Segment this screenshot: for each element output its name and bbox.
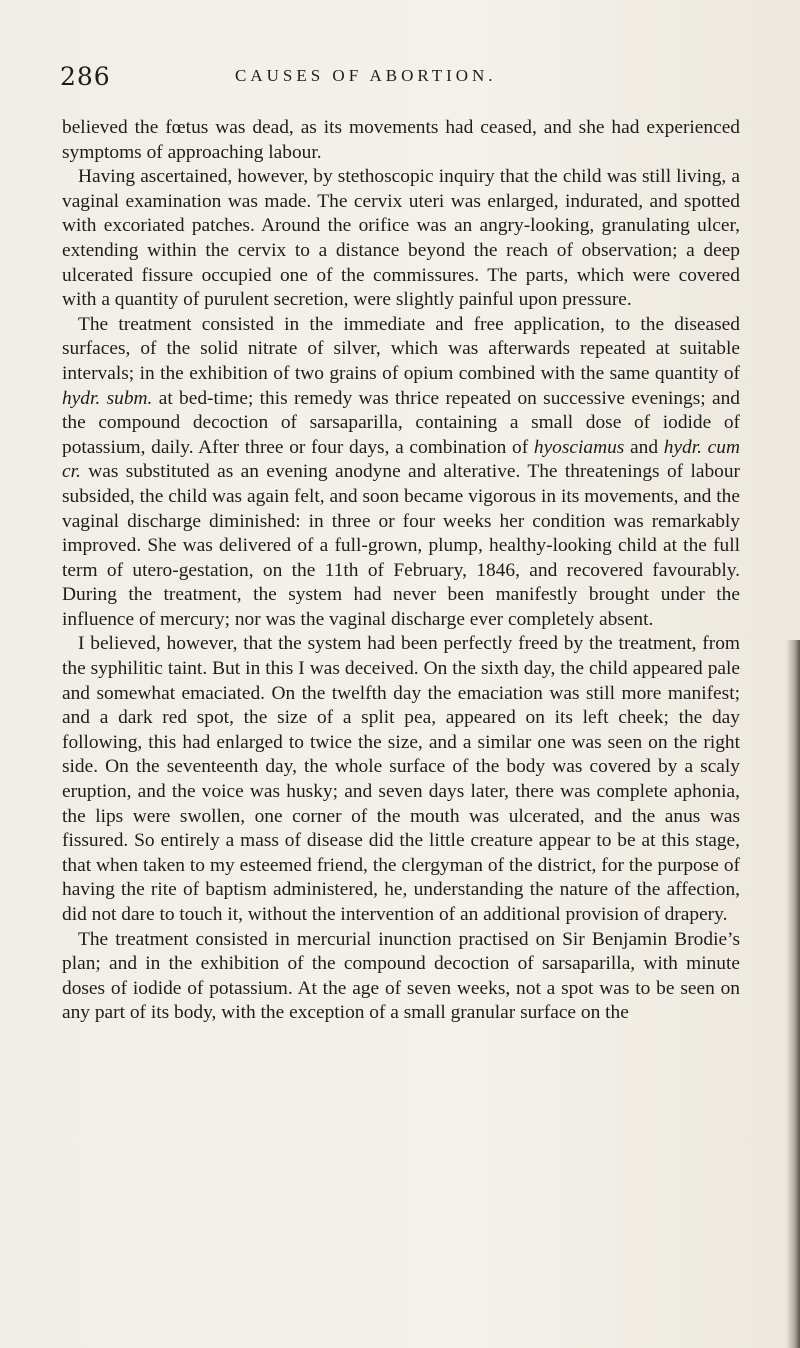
text-segment: I believed, however, that the system had been perfectly freed by the treatment, from the syphilitic taint. But in this I was deceived. On the sixth day, the child appeared pale and somewhat emaciated. On the twelfth day the emaciation was still more manifest; and a dark red spot, the size of a split pea, appeared on its left cheek; the day following, this had enlarged to twice the size, and a similar one was seen on the right side. On the seventeenth day, the whole surface of the body was covered by a scaly eruption, and the voice was husky; and seven days later, there was complete aphonia, the lips were swollen, one corner of the mouth was ulcerated, and the anus was fissured. So entirely a mass of disease did the little creature appear to be at this stage, that when taken to my esteemed friend, the clergyman of the district, for the purpose of having the rite of baptism administered, he, understanding the nature of the affection, did not dare to touch it, without the intervention of an additional provision of drapery.: [62, 633, 740, 925]
page-number: 286: [60, 62, 111, 91]
page-edge-shadow: [786, 640, 800, 1348]
text-segment: at bed-time; this remedy was thrice repeated on successive evenings; and the compound decoction of sarsaparilla, containing a small dose of iodide of potassium, daily. After three or four days, a combination of: [62, 387, 740, 458]
paragraph: [62, 632, 740, 927]
text-segment: Having ascertained, however, by stethoscopic inquiry that the child was still living, a vaginal examination was made. The cervix uteri was enlarged, indurated, and spotted with excoriated patches. Around the orifice was an angry-looking, granulating ulcer, extending within the cervix to a distance beyond the reach of observation; a deep ulcerated fissure occupied one of the commissures. The parts, which were covered with a quantity of purulent secretion, were slightly painful upon pressure.: [62, 166, 740, 311]
paragraph: [62, 313, 740, 633]
paragraph: [62, 116, 740, 165]
text-segment: believed the fœtus was dead, as its movements had ceased, and she had experienced symptoms of approaching labour.: [62, 117, 740, 163]
running-head: CAUSES OF ABORTION.: [235, 66, 497, 85]
text-segment: The treatment consisted in mercurial inunction practised on Sir Benjamin Brodie’s plan; and in the exhibition of the compound decoction of sarsaparilla, with minute doses of iodide of potassium. At the age of seven weeks, not a spot was to be seen on any part of its body, with the exception of a small granular surface on the: [62, 928, 740, 1024]
text-segment: The treatment consisted in the immediate and free application, to the diseased surfaces, of the solid nitrate of silver, which was afterwards repeated at suitable intervals; in the exhibition of two grains of opium combined with the same quantity of: [62, 313, 740, 384]
paragraph: [62, 928, 740, 1026]
body-text: [62, 116, 740, 1026]
paragraph: [62, 165, 740, 313]
text-segment: and: [624, 436, 664, 458]
italic-text-segment: hydr. subm.: [62, 387, 153, 409]
text-segment: was substituted as an evening anodyne and alterative. The threatenings of labour subsided, the child was again felt, and soon became vigorous in its movements, and the vaginal discharge diminished: in three or four weeks her condition was remarkably improved. She was delivered of a full-grown, plump, healthy-looking child at the full term of utero-gestation, on the 11th of February, 1846, and recovered favourably. During the treatment, the system had never been manifestly brought under the influence of mercury; nor was the vaginal discharge ever completely absent.: [62, 461, 740, 630]
page-header: [60, 62, 740, 92]
italic-text-segment: hydr. cum cr.: [62, 436, 740, 483]
italic-text-segment: hyosciamus: [533, 436, 625, 458]
